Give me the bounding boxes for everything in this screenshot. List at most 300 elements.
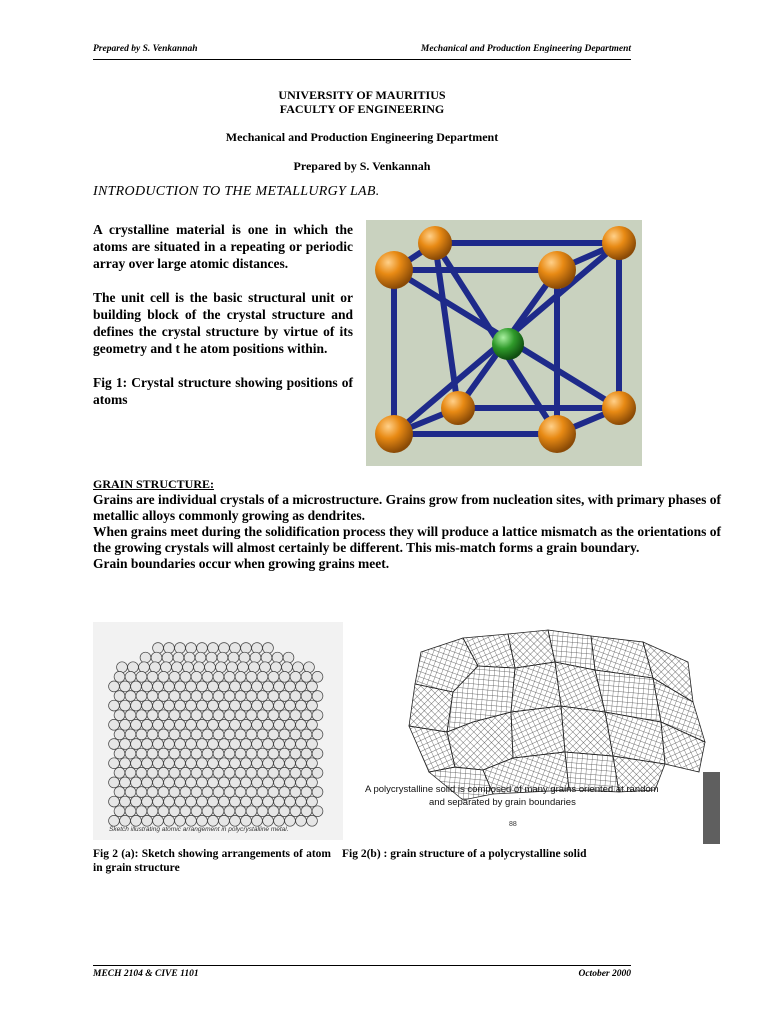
footer-rule xyxy=(93,965,631,966)
atom-circle xyxy=(183,662,194,673)
fig2b-page-number: 88 xyxy=(509,821,517,828)
atom-circle xyxy=(235,748,246,759)
atom-circle xyxy=(246,767,257,778)
atom-circle xyxy=(109,796,120,807)
atom-circle xyxy=(263,719,274,730)
atom-circle xyxy=(131,700,142,711)
atom-circle xyxy=(162,652,173,663)
atom-circle xyxy=(246,710,257,721)
atom-circle xyxy=(252,796,263,807)
grain-heading: GRAIN STRUCTURE: xyxy=(93,477,215,491)
grain-paragraph-1: Grains are individual crystals of a microstructure. Grains grow from nucleation sites, with primary phases of metallic alloys commonly growing as dendrites. xyxy=(93,492,721,523)
atom-circle xyxy=(131,681,142,692)
atom-circle xyxy=(197,739,208,750)
atom-circle xyxy=(180,806,191,817)
atom-circle xyxy=(172,662,183,673)
atom-circle xyxy=(301,710,312,721)
atom-circle xyxy=(109,815,120,826)
atom-circle xyxy=(263,681,274,692)
atom-circle xyxy=(274,681,285,692)
atom-circle xyxy=(208,796,219,807)
center-atom xyxy=(492,328,524,360)
atom-circle xyxy=(224,806,235,817)
atom-circle xyxy=(158,729,169,740)
atom-circle xyxy=(147,787,158,798)
atom-circle xyxy=(191,806,202,817)
atom-circle xyxy=(227,662,238,673)
atom-circle xyxy=(180,710,191,721)
atom-circle xyxy=(147,767,158,778)
atom-circle xyxy=(120,796,131,807)
atom-circle xyxy=(301,767,312,778)
atom-circle xyxy=(173,652,184,663)
atom-circle xyxy=(136,710,147,721)
atom-circle xyxy=(312,767,323,778)
atom-circle xyxy=(186,719,197,730)
atom-circle xyxy=(261,652,272,663)
atom-circle xyxy=(263,739,274,750)
atom-circle xyxy=(120,758,131,769)
atom-circle xyxy=(131,777,142,788)
atom-circle xyxy=(136,729,147,740)
atom-circle xyxy=(142,719,153,730)
atom-circle xyxy=(208,719,219,730)
atom-circle xyxy=(252,643,263,654)
atom-circle xyxy=(151,652,162,663)
atom-circle xyxy=(279,710,290,721)
atom-circle xyxy=(109,719,120,730)
atom-circle xyxy=(180,671,191,682)
atom-circle xyxy=(213,691,224,702)
atom-circle xyxy=(249,662,260,673)
atom-circle xyxy=(263,815,274,826)
atom-circle xyxy=(164,719,175,730)
atom-circle xyxy=(158,787,169,798)
atom-circle xyxy=(290,671,301,682)
atom-circle xyxy=(125,729,136,740)
atom-circle xyxy=(279,806,290,817)
fig2b-caption: Fig 2(b) : grain structure of a polycrystalline solid xyxy=(342,848,587,860)
atom-circle xyxy=(125,767,136,778)
atom-circle xyxy=(213,787,224,798)
atom-circle xyxy=(150,662,161,673)
atom-circle xyxy=(142,681,153,692)
atom-circle xyxy=(213,710,224,721)
atom-circle xyxy=(283,652,294,663)
atom-circle xyxy=(153,700,164,711)
grain xyxy=(508,630,555,668)
atom-circle xyxy=(153,758,164,769)
atom-circle xyxy=(164,739,175,750)
atom-circle xyxy=(263,777,274,788)
atom-circle xyxy=(191,671,202,682)
atom-circle xyxy=(307,777,318,788)
atom-circle xyxy=(136,806,147,817)
atom-circle xyxy=(213,748,224,759)
atom-circle xyxy=(180,767,191,778)
atom-circle xyxy=(131,796,142,807)
atom-circle xyxy=(197,719,208,730)
atom-circle xyxy=(307,700,318,711)
atom-circle xyxy=(235,806,246,817)
atom-circle xyxy=(241,681,252,692)
department-title: Mechanical and Production Engineering Department xyxy=(225,130,499,144)
atom-circle xyxy=(147,671,158,682)
corner-atom xyxy=(418,226,452,260)
atom-circle xyxy=(186,815,197,826)
atom-circle xyxy=(186,796,197,807)
atom-circle xyxy=(224,729,235,740)
atom-circle xyxy=(120,719,131,730)
atom-circle xyxy=(140,652,151,663)
atom-circle xyxy=(274,777,285,788)
atom-circle xyxy=(241,719,252,730)
atom-circle xyxy=(296,796,307,807)
atom-circle xyxy=(169,729,180,740)
atom-circle xyxy=(175,681,186,692)
atom-circle xyxy=(263,796,274,807)
atom-circle xyxy=(197,815,208,826)
atom-circle xyxy=(195,652,206,663)
atom-circle xyxy=(252,719,263,730)
atom-circle xyxy=(285,739,296,750)
atom-circle xyxy=(120,739,131,750)
atom-circle xyxy=(202,748,213,759)
atom-circle xyxy=(235,767,246,778)
atom-circle xyxy=(263,758,274,769)
atom-circle xyxy=(114,748,125,759)
atom-circle xyxy=(125,671,136,682)
atom-circle xyxy=(202,671,213,682)
atom-circle xyxy=(109,681,120,692)
atom-circle xyxy=(208,681,219,692)
grain xyxy=(511,706,565,758)
atom-circle xyxy=(186,643,197,654)
atom-circle xyxy=(139,662,150,673)
atom-circle xyxy=(202,729,213,740)
atom-circle xyxy=(191,748,202,759)
atom-circle xyxy=(202,710,213,721)
atom-circle xyxy=(136,691,147,702)
atom-circle xyxy=(224,671,235,682)
atom-circle xyxy=(224,748,235,759)
atom-circle xyxy=(158,748,169,759)
atom-circle xyxy=(109,777,120,788)
grains xyxy=(409,630,705,800)
atom-circle xyxy=(246,748,257,759)
atom-circle xyxy=(293,662,304,673)
atom-circle xyxy=(125,787,136,798)
footer-left: MECH 2104 & CIVE 1101 xyxy=(93,969,199,979)
atom-circle xyxy=(191,710,202,721)
atom-circle xyxy=(175,700,186,711)
atom-circle xyxy=(307,796,318,807)
atom-circle xyxy=(175,719,186,730)
atom-circle xyxy=(164,796,175,807)
atom-circle xyxy=(230,700,241,711)
atom-circle xyxy=(241,777,252,788)
atom-circle xyxy=(241,758,252,769)
atomic-arrangement-sketch xyxy=(93,622,343,840)
atom-circle xyxy=(274,758,285,769)
atom-circle xyxy=(296,681,307,692)
atom-circle xyxy=(219,758,230,769)
atom-circle xyxy=(197,700,208,711)
atom-circle xyxy=(307,739,318,750)
atom-circle xyxy=(158,806,169,817)
atom-circle xyxy=(197,796,208,807)
atom-circle xyxy=(279,748,290,759)
corner-atom xyxy=(602,226,636,260)
atom-circle xyxy=(169,787,180,798)
grain xyxy=(409,684,453,732)
atom-circle xyxy=(230,739,241,750)
scan-edge-shadow xyxy=(703,772,720,844)
atom-circle xyxy=(206,652,217,663)
atom-circle xyxy=(301,787,312,798)
atom-circle xyxy=(208,777,219,788)
atom-circle xyxy=(142,815,153,826)
atom-circle xyxy=(312,710,323,721)
atom-circle xyxy=(131,758,142,769)
atom-circle xyxy=(114,691,125,702)
atom-circle xyxy=(202,806,213,817)
atom-circle xyxy=(219,777,230,788)
atom-circle xyxy=(175,796,186,807)
atom-circle xyxy=(197,681,208,692)
atom-circle xyxy=(147,806,158,817)
atom-circle xyxy=(191,691,202,702)
atom-circle xyxy=(142,777,153,788)
fig2b-inner-caption-2: and separated by grain boundaries xyxy=(429,797,576,808)
atom-circle xyxy=(301,806,312,817)
atom-circle xyxy=(164,758,175,769)
corner-atom xyxy=(375,251,413,289)
atom-circle xyxy=(120,815,131,826)
atom-circle xyxy=(213,729,224,740)
atom-circle xyxy=(246,787,257,798)
corner-atom xyxy=(538,251,576,289)
atom-circle xyxy=(125,748,136,759)
atom-circle xyxy=(290,729,301,740)
atom-circle xyxy=(252,758,263,769)
atom-circle xyxy=(114,710,125,721)
atom-circle xyxy=(191,767,202,778)
atom-circle xyxy=(312,729,323,740)
atom-circle xyxy=(279,729,290,740)
atom-circle xyxy=(114,806,125,817)
atom-circle xyxy=(109,758,120,769)
atom-circle xyxy=(213,671,224,682)
atom-circle xyxy=(164,777,175,788)
intro-paragraph-2: The unit cell is the basic structural unit or building block of the crystal structure and defines the crystal structure by virtue of its geometry and t he atom positions within. xyxy=(93,290,353,356)
atom-circle xyxy=(175,739,186,750)
atom-circle xyxy=(125,691,136,702)
atom-circle xyxy=(230,796,241,807)
crystal-structure-figure xyxy=(366,220,642,466)
atom-circle xyxy=(186,681,197,692)
fig2b-panel xyxy=(343,622,720,844)
atom-circle xyxy=(252,815,263,826)
intro-paragraph-1: A crystalline material is one in which the atoms are situated in a repeating or periodic array over large atomic distances. xyxy=(93,222,353,271)
atom-circle xyxy=(241,700,252,711)
atom-circle xyxy=(180,748,191,759)
grain-paragraph-3: Grain boundaries occur when growing grains meet. xyxy=(93,556,390,571)
atom-circle xyxy=(230,815,241,826)
atom-circle xyxy=(279,767,290,778)
atom-circle xyxy=(205,662,216,673)
atom-circle xyxy=(285,796,296,807)
atom-circle xyxy=(285,700,296,711)
atom-circle xyxy=(169,691,180,702)
atom-circle xyxy=(257,748,268,759)
prepared-by: Prepared by S. Venkannah xyxy=(293,159,431,173)
atom-circle xyxy=(114,787,125,798)
atom-circle xyxy=(131,739,142,750)
atom-circle xyxy=(290,806,301,817)
atom-circle xyxy=(153,796,164,807)
atom-circle xyxy=(257,671,268,682)
atom-circle xyxy=(246,729,257,740)
atom-circle xyxy=(164,700,175,711)
atom-circle xyxy=(296,719,307,730)
fig2a-panel xyxy=(93,622,343,840)
atom-circle xyxy=(158,767,169,778)
atom-circle xyxy=(219,815,230,826)
atom-circle xyxy=(296,739,307,750)
atom-circle xyxy=(125,710,136,721)
atom-circle xyxy=(296,815,307,826)
atom-circle xyxy=(312,787,323,798)
atom-circle xyxy=(147,710,158,721)
atom-circle xyxy=(257,787,268,798)
atom-circle xyxy=(312,691,323,702)
atom-circles xyxy=(109,643,323,827)
atom-circle xyxy=(208,643,219,654)
atom-circle xyxy=(197,758,208,769)
atom-circle xyxy=(161,662,172,673)
atom-circle xyxy=(274,739,285,750)
fig2b-inner-caption-1: A polycrystalline solid is composed of many grains oriented at random xyxy=(365,784,659,795)
atom-circle xyxy=(186,758,197,769)
atom-circle xyxy=(312,748,323,759)
atom-circle xyxy=(268,767,279,778)
corner-atom xyxy=(441,391,475,425)
atom-circle xyxy=(175,815,186,826)
atom-circle xyxy=(285,758,296,769)
atom-circle xyxy=(268,748,279,759)
fig1-caption: Fig 1: Crystal structure showing positions of atoms xyxy=(93,375,353,407)
atom-circle xyxy=(290,748,301,759)
atom-circle xyxy=(202,691,213,702)
atom-circle xyxy=(147,691,158,702)
atom-circle xyxy=(252,681,263,692)
atom-circle xyxy=(109,700,120,711)
atom-circle xyxy=(274,815,285,826)
corner-atom xyxy=(538,415,576,453)
atom-circle xyxy=(250,652,261,663)
atom-circle xyxy=(290,767,301,778)
atom-circle xyxy=(301,748,312,759)
atom-circle xyxy=(142,700,153,711)
footer-right: October 2000 xyxy=(578,969,631,979)
header-right: Mechanical and Production Engineering Department xyxy=(420,44,631,54)
university-title: UNIVERSITY OF MAURITIUS xyxy=(278,88,446,102)
header-left: Prepared by S. Venkannah xyxy=(93,44,198,54)
atom-circle xyxy=(274,700,285,711)
atom-circle xyxy=(228,652,239,663)
atom-circle xyxy=(241,796,252,807)
atom-circle xyxy=(238,662,249,673)
atom-circle xyxy=(219,719,230,730)
atom-circle xyxy=(307,815,318,826)
atom-circle xyxy=(169,748,180,759)
atom-circle xyxy=(268,691,279,702)
atom-circle xyxy=(272,652,283,663)
atom-circle xyxy=(136,767,147,778)
atom-circle xyxy=(307,681,318,692)
atom-circle xyxy=(296,700,307,711)
atom-circle xyxy=(136,748,147,759)
header-rule xyxy=(93,59,631,60)
atom-circle xyxy=(290,710,301,721)
atom-circle xyxy=(301,729,312,740)
atom-circle xyxy=(142,758,153,769)
atom-circle xyxy=(109,739,120,750)
fig2a-inner-caption: Sketch illustrating atomic arrangement in polycrystalline metal. xyxy=(109,826,289,833)
atom-circle xyxy=(114,671,125,682)
atom-circle xyxy=(241,739,252,750)
atom-circle xyxy=(235,787,246,798)
atom-circle xyxy=(136,671,147,682)
atom-circle xyxy=(169,671,180,682)
atom-circle xyxy=(208,739,219,750)
atom-circle xyxy=(239,652,250,663)
atom-circle xyxy=(180,787,191,798)
atom-circle xyxy=(186,700,197,711)
atom-circle xyxy=(257,710,268,721)
atom-circle xyxy=(279,787,290,798)
atom-circle xyxy=(136,787,147,798)
atom-circle xyxy=(260,662,271,673)
atom-circle xyxy=(120,681,131,692)
atom-circle xyxy=(197,777,208,788)
atom-circle xyxy=(219,796,230,807)
atom-circle xyxy=(175,643,186,654)
atom-circle xyxy=(219,643,230,654)
atom-circle xyxy=(296,758,307,769)
atom-circle xyxy=(208,758,219,769)
atom-circle xyxy=(263,700,274,711)
atom-circle xyxy=(279,671,290,682)
atom-circle xyxy=(153,681,164,692)
atom-circle xyxy=(217,652,228,663)
atom-circle xyxy=(241,643,252,654)
atom-circle xyxy=(301,691,312,702)
atom-circle xyxy=(131,719,142,730)
atom-circle xyxy=(268,710,279,721)
atom-circle xyxy=(235,710,246,721)
atom-circle xyxy=(285,815,296,826)
atom-circle xyxy=(263,643,274,654)
atom-circle xyxy=(312,671,323,682)
atom-circle xyxy=(114,767,125,778)
atom-circle xyxy=(268,671,279,682)
atom-circle xyxy=(164,815,175,826)
atom-circle xyxy=(307,758,318,769)
atom-circle xyxy=(117,662,128,673)
atom-circle xyxy=(120,777,131,788)
